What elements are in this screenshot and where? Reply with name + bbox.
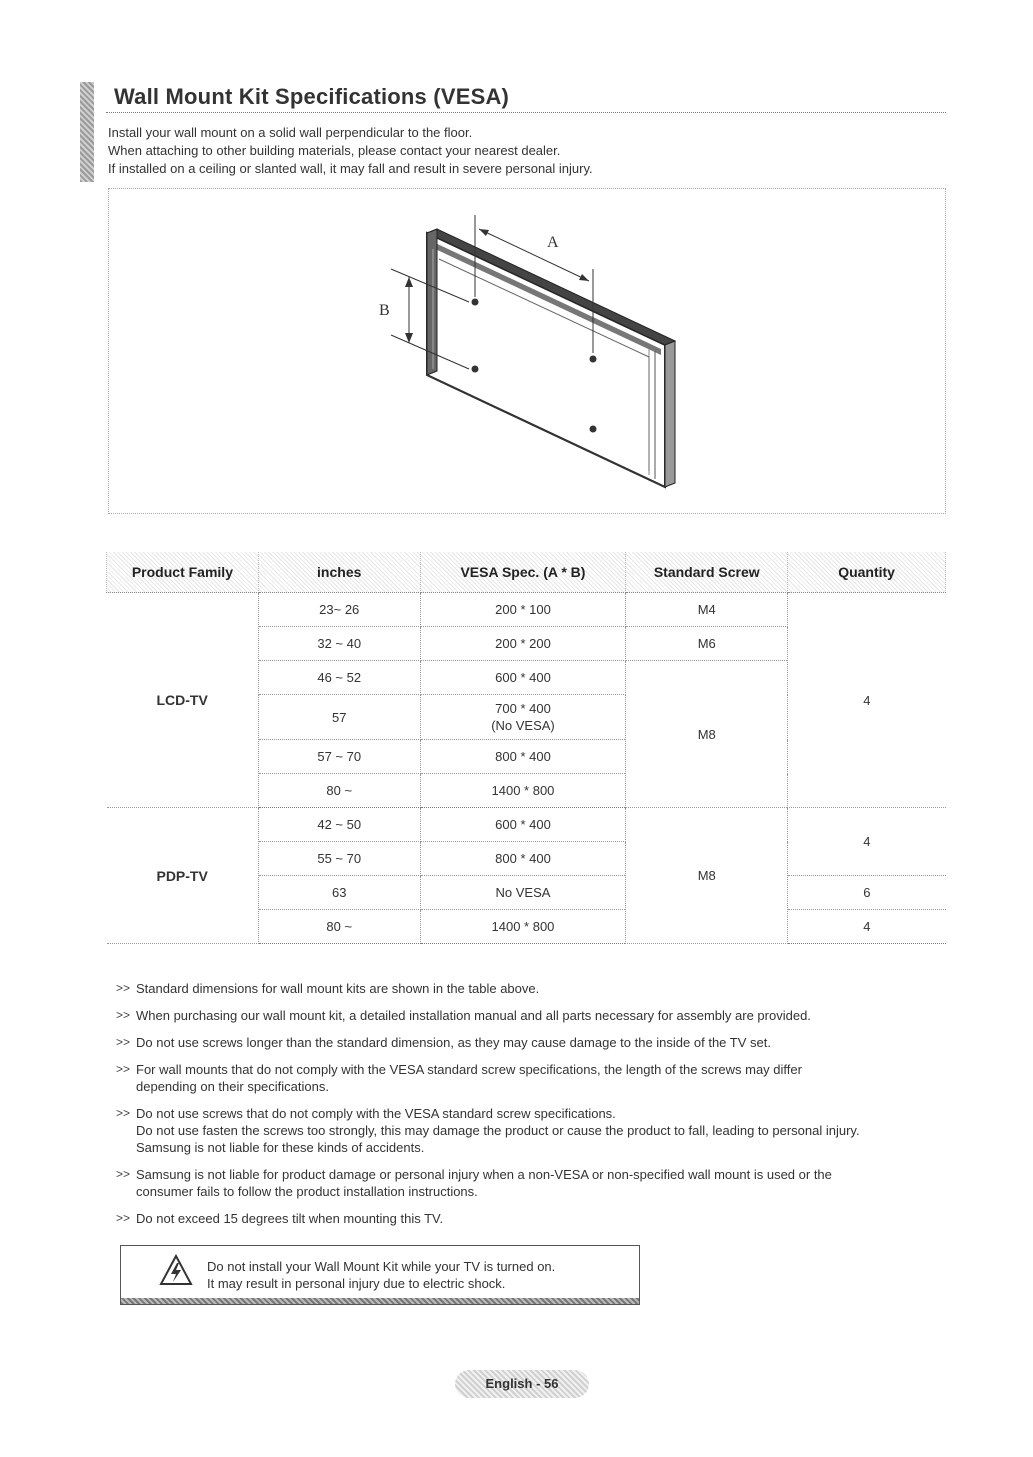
cell-inches: 42 ~ 50 xyxy=(258,808,420,842)
section-marker-bar xyxy=(80,82,94,182)
tv-back-illustration xyxy=(109,189,945,513)
cell-inches: 23~ 26 xyxy=(258,593,420,627)
note-arrow-icon: >> xyxy=(116,1062,131,1076)
cell-quantity: 4 xyxy=(788,808,946,876)
header-product-family: Product Family xyxy=(107,552,259,593)
cell-screw: M6 xyxy=(626,627,788,661)
family-pdp-tv: PDP-TV xyxy=(107,808,259,944)
page-title: Wall Mount Kit Specifications (VESA) xyxy=(114,84,510,109)
screw-hole xyxy=(472,366,479,373)
wall-mount-diagram xyxy=(108,188,946,514)
note-arrow-icon: >> xyxy=(116,1106,131,1120)
cell-inches: 63 xyxy=(258,876,420,910)
note-line: Do not use fasten the screws too strongly, this may damage the product or cause the product to fall, leading to personal injury. xyxy=(136,1123,860,1138)
header-vesa-spec: VESA Spec. (A * B) xyxy=(420,552,626,593)
warning-box-shadow xyxy=(121,1298,639,1304)
intro-line: If installed on a ceiling or slanted wall, it may fall and result in severe personal injury. xyxy=(108,161,593,176)
intro-line: Install your wall mount on a solid wall perpendicular to the floor. xyxy=(108,125,473,140)
intro-text xyxy=(108,124,593,178)
cell-vesa: 200 * 100 xyxy=(420,593,626,627)
header-quantity: Quantity xyxy=(788,552,946,593)
note-line: For wall mounts that do not comply with the VESA standard screw specifications, the length of the screws may differ xyxy=(136,1062,802,1077)
table-row xyxy=(107,808,946,842)
tv-right-edge xyxy=(665,341,675,487)
page-number: English - 56 xyxy=(455,1370,589,1398)
screw-hole xyxy=(472,299,479,306)
title-divider xyxy=(106,112,946,113)
note-line: Do not use screws longer than the standard dimension, as they may cause damage to the inside of the TV set. xyxy=(136,1035,771,1050)
vesa-spec-table xyxy=(106,552,946,944)
note-line: Standard dimensions for wall mount kits are shown in the table above. xyxy=(136,981,540,996)
cell-inches: 57 xyxy=(258,695,420,740)
dimension-a-label: A xyxy=(547,234,559,251)
cell-vesa: 800 * 400 xyxy=(420,740,626,774)
family-lcd-tv: LCD-TV xyxy=(107,593,259,808)
note-line: Samsung is not liable for these kinds of accidents. xyxy=(136,1140,425,1155)
cell-vesa: 800 * 400 xyxy=(420,842,626,876)
cell-inches: 46 ~ 52 xyxy=(258,661,420,695)
warning-line: It may result in personal injury due to electric shock. xyxy=(207,1276,506,1291)
header-inches: inches xyxy=(258,552,420,593)
warning-box xyxy=(120,1245,640,1305)
note-item xyxy=(116,980,946,997)
cell-quantity: 4 xyxy=(788,910,946,944)
cell-vesa: 600 * 400 xyxy=(420,661,626,695)
cell-vesa: 600 * 400 xyxy=(420,808,626,842)
note-arrow-icon: >> xyxy=(116,1167,131,1181)
cell-inches: 55 ~ 70 xyxy=(258,842,420,876)
note-line: When purchasing our wall mount kit, a detailed installation manual and all parts necessary for assembly are provided. xyxy=(136,1008,811,1023)
cell-inches: 80 ~ xyxy=(258,774,420,808)
table-row xyxy=(107,593,946,627)
cell-vesa: 200 * 200 xyxy=(420,627,626,661)
cell-quantity: 4 xyxy=(788,593,946,808)
cell-vesa-value: 700 * 400 xyxy=(495,701,551,716)
note-line: consumer fails to follow the product installation instructions. xyxy=(136,1184,478,1199)
note-arrow-icon: >> xyxy=(116,1008,131,1022)
cell-vesa-note: (No VESA) xyxy=(491,718,555,733)
cell-screw: M4 xyxy=(626,593,788,627)
electric-shock-warning-icon xyxy=(159,1254,193,1286)
notes-list xyxy=(116,980,946,1237)
note-line: Do not exceed 15 degrees tilt when mounting this TV. xyxy=(136,1211,444,1226)
note-item xyxy=(116,1061,946,1095)
warning-text xyxy=(207,1258,555,1292)
cell-inches: 32 ~ 40 xyxy=(258,627,420,661)
cell-vesa: 1400 * 800 xyxy=(420,910,626,944)
cell-inches: 57 ~ 70 xyxy=(258,740,420,774)
header-standard-screw: Standard Screw xyxy=(626,552,788,593)
note-arrow-icon: >> xyxy=(116,1211,131,1225)
note-item xyxy=(116,1166,946,1200)
note-arrow-icon: >> xyxy=(116,981,131,995)
note-line: depending on their specifications. xyxy=(136,1079,329,1094)
cell-screw: M8 xyxy=(626,661,788,808)
note-line: Samsung is not liable for product damage or personal injury when a non-VESA or non-specified wall mount is used or the xyxy=(136,1167,832,1182)
intro-line: When attaching to other building materials, please contact your nearest dealer. xyxy=(108,143,561,158)
cell-vesa: 1400 * 800 xyxy=(420,774,626,808)
screw-hole xyxy=(590,426,597,433)
note-arrow-icon: >> xyxy=(116,1035,131,1049)
cell-screw: M8 xyxy=(626,808,788,944)
note-item xyxy=(116,1007,946,1024)
cell-vesa: No VESA xyxy=(420,876,626,910)
warning-line: Do not install your Wall Mount Kit while your TV is turned on. xyxy=(207,1259,556,1274)
tv-back-panel xyxy=(427,233,665,487)
screw-hole xyxy=(590,356,597,363)
cell-inches: 80 ~ xyxy=(258,910,420,944)
note-item xyxy=(116,1105,946,1156)
note-item xyxy=(116,1034,946,1051)
cell-vesa xyxy=(420,695,626,740)
cell-quantity: 6 xyxy=(788,876,946,910)
table-header-row xyxy=(107,552,946,593)
note-line: Do not use screws that do not comply with the VESA standard screw specifications. xyxy=(136,1106,616,1121)
dimension-b-label: B xyxy=(379,302,390,319)
note-item xyxy=(116,1210,946,1227)
